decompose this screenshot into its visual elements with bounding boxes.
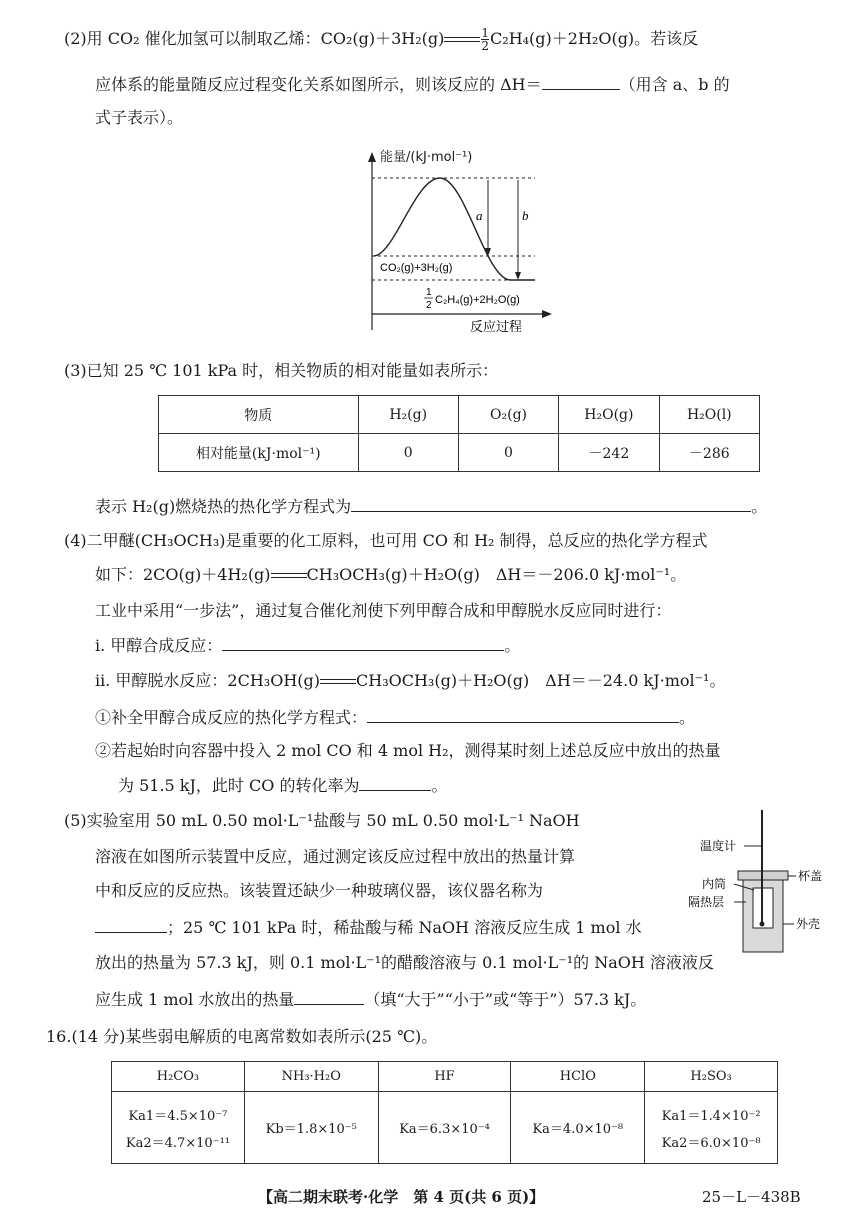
table-cell: Kb＝1.8×10⁻⁵ — [244, 1092, 378, 1164]
table-cell — [645, 1092, 778, 1164]
table-cell: Ka＝4.0×10⁻⁸ — [511, 1092, 645, 1164]
q4-line3: 工业中采用“一步法”，通过复合催化剂使下列甲醇合成和甲醇脱水反应同时进行： — [95, 601, 672, 620]
fraction-numerator: 1 — [481, 26, 490, 40]
table-header-cell: H₂CO₃ — [112, 1062, 245, 1092]
q2-line3: 式子表示）。 — [95, 108, 184, 127]
q16-title: 16.(14 分)某些弱电解质的电离常数如表所示(25 ℃)。 — [46, 1027, 438, 1046]
q5-line5: 放出的热量为 57.3 kJ，则 0.1 mol·L⁻¹的醋酸溶液与 0.1 mol·L⁻¹的 NaOH 溶液液反 — [95, 953, 714, 972]
q4-sub2-line1: ②若起始时向容器中投入 2 mol CO 和 4 mol H₂，测得某时刻上述总反应中放出的热量 — [95, 741, 721, 760]
table-header-cell: O₂(g) — [458, 396, 558, 434]
answer-blank-instrument[interactable] — [95, 916, 167, 933]
y-axis-label: 能量/(kJ·mol⁻¹) — [380, 150, 473, 165]
relative-energy-table — [158, 395, 760, 472]
sub1-prompt: ①补全甲醇合成反应的热化学方程式： — [95, 708, 368, 727]
table-row — [159, 434, 760, 472]
label-a: a — [476, 208, 483, 223]
constant-value: Ka2＝4.7×10⁻¹¹ — [125, 1135, 230, 1151]
table-row-label: 相对能量(kJ·mol⁻¹) — [159, 434, 359, 472]
sub2-prompt: 为 51.5 kJ，此时 CO 的转化率为 — [118, 776, 360, 795]
q2-line2 — [95, 73, 730, 96]
fraction-denominator: 2 — [481, 39, 490, 53]
constant-value: Ka1＝1.4×10⁻² — [661, 1108, 761, 1124]
label-lid: 杯盖 — [798, 869, 823, 883]
constant-value: Ka2＝6.0×10⁻⁸ — [661, 1135, 761, 1151]
q5-line3: 中和反应的反应热。该装置还缺少一种玻璃仪器，该仪器名称为 — [95, 881, 544, 900]
label-shell: 外壳 — [796, 917, 821, 931]
table-cell: 0 — [458, 434, 558, 472]
answer-blank-thermochem-eq[interactable] — [367, 706, 679, 723]
table-header-cell: H₂(g) — [358, 396, 458, 434]
q5-line4 — [95, 916, 642, 939]
fraction — [481, 27, 489, 52]
answer-blank-combustion[interactable] — [351, 495, 751, 512]
q3-intro: (3)已知 25 ℃ 101 kPa 时，相关物质的相对能量如表所示： — [64, 361, 499, 380]
table-header-cell: H₂O(g) — [559, 396, 659, 434]
table-header-cell: NH₃·H₂O — [244, 1062, 378, 1092]
table-header-cell: 物质 — [159, 396, 359, 434]
q5-line1: (5)实验室用 50 mL 0.50 mol·L⁻¹盐酸与 50 mL 0.50 mol·L⁻¹ NaOH — [64, 811, 580, 830]
q2-prompt: 应体系的能量随反应过程变化关系如图所示，则该反应的 ΔH＝ — [95, 75, 542, 94]
label-thermometer: 温度计 — [700, 839, 737, 853]
constant-value: Ka1＝4.5×10⁻⁷ — [128, 1108, 228, 1124]
q5-line6 — [95, 988, 646, 1011]
q2-hint: （用含 a、b 的 — [619, 75, 730, 94]
q5-line4-text: ；25 ℃ 101 kPa 时，稀盐酸与稀 NaOH 溶液反应生成 1 mol 水 — [167, 918, 642, 937]
table-header-row — [159, 396, 760, 434]
table-header-cell: H₂SO₃ — [645, 1062, 778, 1092]
table-header-cell: HClO — [511, 1062, 645, 1092]
period: 。 — [751, 497, 768, 516]
products-label: C₂H₄(g)+2H₂O(g) — [435, 294, 520, 306]
q5-hint: （填“大于”“小于”或“等于”）57.3 kJ。 — [364, 990, 647, 1009]
q2-line1 — [64, 27, 698, 52]
item-ii-left: ⅱ. 甲醇脱水反应：2CH₃OH(g) — [95, 671, 320, 690]
answer-blank-conversion-rate[interactable] — [359, 774, 431, 791]
period: 。 — [679, 708, 696, 727]
q4-equation-right: CH₃OCH₃(g)＋H₂O(g) ΔH＝－206.0 kJ·mol⁻¹。 — [306, 565, 687, 584]
ionization-constants-table — [111, 1061, 778, 1164]
table-cell — [112, 1092, 245, 1164]
answer-blank-compare[interactable] — [294, 988, 364, 1005]
q2-equation-left: (2)用 CO₂ 催化加氢可以制取乙烯：CO₂(g)＋3H₂(g) — [64, 29, 445, 48]
thermometer-bulb — [760, 922, 765, 927]
table-header-cell: HF — [378, 1062, 511, 1092]
footer-page-info: 【高二期末联考·化学 第 4 页(共 6 页)】 — [258, 1188, 545, 1206]
answer-blank-methanol-synthesis[interactable] — [222, 634, 504, 651]
x-axis-arrow-icon — [542, 310, 552, 318]
reactants-label: CO₂(g)+3H₂(g) — [380, 262, 453, 274]
table-cell: －242 — [559, 434, 659, 472]
table-row — [112, 1092, 778, 1164]
table-cell: Ka＝6.3×10⁻⁴ — [378, 1092, 511, 1164]
q4-item-ii — [95, 670, 725, 692]
products-frac-denominator: 2 — [426, 300, 432, 311]
q4-equation-left: 如下：2CO(g)＋4H₂(g) — [95, 565, 271, 584]
equilibrium-arrow-icon — [444, 35, 480, 45]
table-header-row — [112, 1062, 778, 1092]
label-insulation: 隔热层 — [688, 895, 725, 909]
q4-line1: (4)二甲醚(CH₃OCH₃)是重要的化工原料，也可用 CO 和 H₂ 制得，总反应的热化学方程式 — [64, 531, 708, 550]
q4-sub2-line2 — [118, 774, 447, 797]
period: 。 — [431, 776, 448, 795]
equilibrium-arrow-icon — [320, 677, 356, 687]
q3-answer-line — [95, 495, 767, 518]
label-b: b — [522, 208, 529, 223]
y-axis-arrow-icon — [368, 152, 376, 162]
calorimeter-diagram — [680, 806, 840, 956]
products-frac-numerator: 1 — [426, 287, 432, 298]
table-cell: －286 — [659, 434, 759, 472]
equilibrium-arrow-icon — [271, 571, 307, 581]
table-header-cell: H₂O(l) — [659, 396, 759, 434]
arrow-b-head-icon — [515, 272, 521, 280]
table-cell: 0 — [358, 434, 458, 472]
label-inner-cup: 内筒 — [702, 877, 727, 891]
period: 。 — [504, 636, 521, 655]
q3-prompt: 表示 H₂(g)燃烧热的热化学方程式为 — [95, 497, 352, 516]
answer-blank-deltaH[interactable] — [542, 73, 620, 90]
q5-prompt: 应生成 1 mol 水放出的热量 — [95, 990, 295, 1009]
q5-line2: 溶液在如图所示装置中反应，通过测定该反应过程中放出的热量计算 — [95, 847, 576, 866]
footer-code: 25－L－438B — [702, 1188, 801, 1206]
q4-sub1 — [95, 706, 695, 729]
item-ii-right: CH₃OCH₃(g)＋H₂O(g) ΔH＝－24.0 kJ·mol⁻¹。 — [356, 671, 726, 690]
q4-line2 — [95, 564, 686, 586]
energy-diagram — [360, 150, 560, 340]
x-axis-label: 反应过程 — [470, 319, 523, 334]
item-i-label: ⅰ. 甲醇合成反应： — [95, 636, 223, 655]
q4-item-i — [95, 634, 520, 657]
q2-equation-right: C₂H₄(g)＋2H₂O(g)。若该反 — [490, 29, 699, 48]
